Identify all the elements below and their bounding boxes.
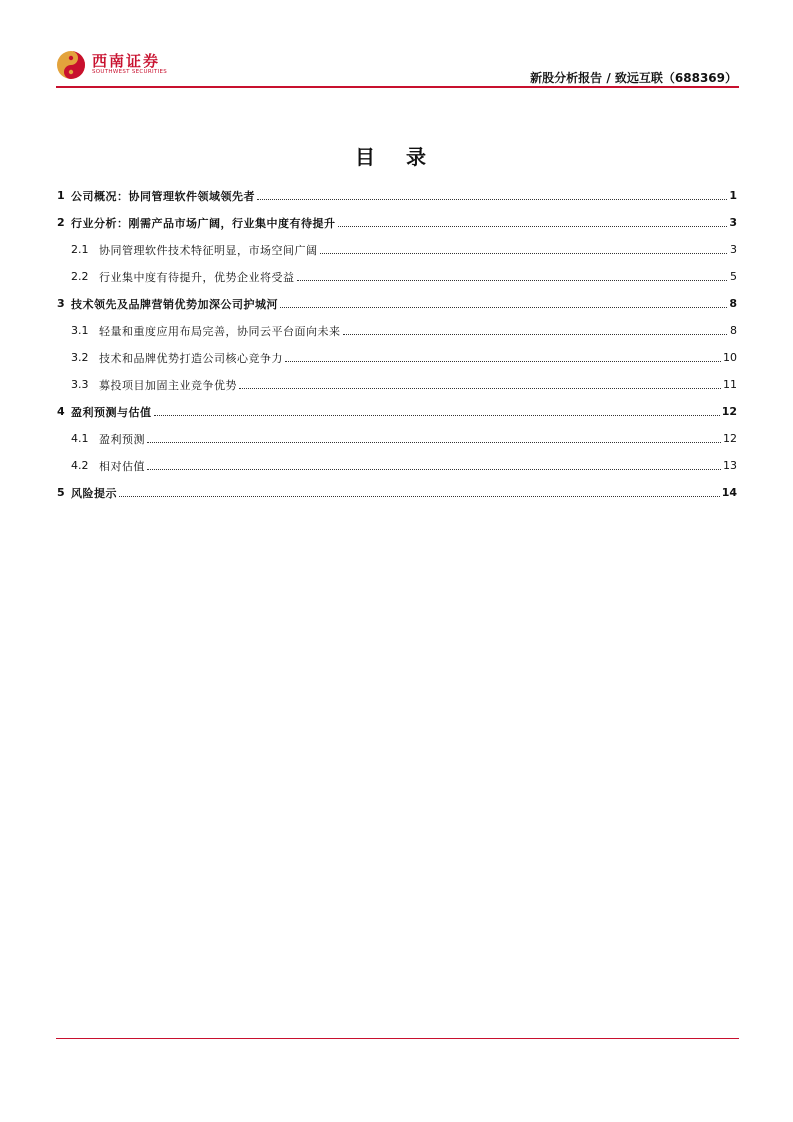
logo-english-name: SOUTHWEST SECURITIES (92, 69, 168, 75)
logo-emblem-icon (56, 50, 86, 80)
toc-entry[interactable] (57, 290, 737, 317)
toc-entry-title: 风险提示 (71, 486, 117, 500)
toc-entry[interactable] (57, 209, 737, 236)
toc-subentry[interactable] (57, 452, 737, 479)
toc-leader-dots (297, 280, 728, 281)
toc-entry-number: 2.1 (71, 243, 89, 256)
toc-leader-dots (338, 226, 728, 227)
toc-subentry[interactable] (57, 344, 737, 371)
toc-subentry[interactable] (57, 425, 737, 452)
toc-heading: 目 录 (355, 145, 438, 169)
toc-entry-title: 技术和品牌优势打造公司核心竞争力 (99, 351, 283, 365)
logo-chinese-name: 西南证券 (92, 52, 161, 70)
toc-leader-dots (147, 469, 721, 470)
toc-entry-page: 5 (730, 270, 737, 283)
toc-entry-page: 10 (723, 351, 737, 364)
toc-entry[interactable] (57, 479, 737, 506)
toc-entry-page: 11 (723, 378, 737, 391)
toc-subentry[interactable] (57, 263, 737, 290)
toc-entry[interactable] (57, 398, 737, 425)
toc-entry[interactable] (57, 182, 737, 209)
toc-entry-page: 14 (721, 486, 737, 499)
toc-entry-page: 3 (730, 243, 737, 256)
toc-entry-number: 4.1 (71, 432, 89, 445)
toc-entry-number: 3.1 (71, 324, 89, 337)
toc-entry-page: 8 (730, 324, 737, 337)
toc-leader-dots (147, 442, 721, 443)
toc-entry-title: 技术领先及品牌营销优势加深公司护城河 (71, 297, 278, 311)
toc-subentry[interactable] (57, 317, 737, 344)
toc-entry-number: 3.2 (71, 351, 89, 364)
toc-entry-page: 12 (723, 432, 737, 445)
toc-entry-number: 4 (57, 405, 65, 418)
toc-entry-number: 2 (57, 216, 65, 229)
toc-entry-title: 募投项目加固主业竞争优势 (99, 378, 237, 392)
report-title: 新股分析报告 / 致远互联（688369） (530, 71, 737, 85)
footer-divider (56, 1038, 739, 1039)
toc-entry-title: 轻量和重度应用布局完善，协同云平台面向未来 (99, 324, 341, 338)
toc-entry-page: 13 (723, 459, 737, 472)
toc-leader-dots (280, 307, 727, 308)
toc-entry-title: 公司概况：协同管理软件领域领先者 (71, 189, 255, 203)
table-of-contents (57, 182, 737, 506)
toc-entry-page: 3 (729, 216, 737, 229)
toc-entry-page: 12 (721, 405, 737, 418)
toc-entry-title: 行业分析：刚需产品市场广阔，行业集中度有待提升 (71, 216, 336, 230)
toc-leader-dots (343, 334, 728, 335)
toc-entry-title: 行业集中度有待提升，优势企业将受益 (99, 270, 295, 284)
toc-subentry[interactable] (57, 236, 737, 263)
toc-entry-title: 盈利预测 (99, 432, 145, 446)
toc-entry-number: 4.2 (71, 459, 89, 472)
toc-entry-page: 1 (729, 189, 737, 202)
toc-entry-title: 盈利预测与估值 (71, 405, 152, 419)
company-logo (56, 50, 176, 80)
toc-leader-dots (285, 361, 721, 362)
toc-leader-dots (119, 496, 720, 497)
toc-entry-title: 协同管理软件技术特征明显，市场空间广阔 (99, 243, 318, 257)
toc-entry-title: 相对估值 (99, 459, 145, 473)
toc-entry-number: 3.3 (71, 378, 89, 391)
toc-leader-dots (257, 199, 727, 200)
toc-entry-number: 2.2 (71, 270, 89, 283)
toc-entry-number: 5 (57, 486, 65, 499)
toc-leader-dots (239, 388, 721, 389)
toc-leader-dots (154, 415, 720, 416)
toc-leader-dots (320, 253, 728, 254)
toc-subentry[interactable] (57, 371, 737, 398)
toc-entry-number: 1 (57, 189, 65, 202)
toc-entry-number: 3 (57, 297, 65, 310)
header-divider (56, 86, 739, 88)
toc-entry-page: 8 (729, 297, 737, 310)
